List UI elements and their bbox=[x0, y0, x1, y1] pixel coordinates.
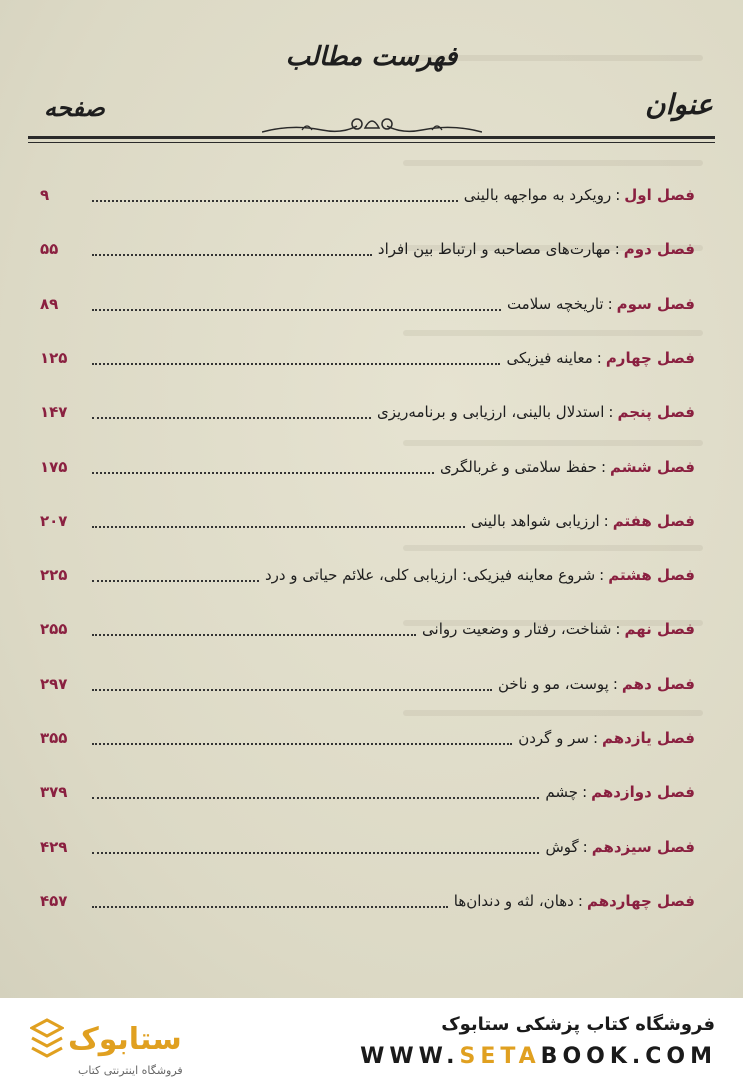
chapter-title: استدلال بالینی، ارزیابی و برنامه‌ریزی bbox=[376, 403, 605, 422]
dot-leader bbox=[92, 252, 372, 256]
dot-leader bbox=[92, 795, 539, 799]
store-name: فروشگاه کتاب پزشکی ستابوک bbox=[441, 1014, 715, 1035]
chapter-separator: : bbox=[592, 729, 599, 747]
book-logo-icon bbox=[30, 1018, 64, 1062]
chapter-title: رویکرد به مواجهه بالینی bbox=[463, 186, 612, 204]
dot-leader bbox=[92, 850, 539, 854]
chapter-label: فصل دهم bbox=[621, 674, 695, 693]
logo-wordmark: ستابوک bbox=[68, 1022, 182, 1057]
page-number: ۴۵۷ bbox=[40, 891, 68, 910]
chapter-title: مهارت‌های مصاحبه و ارتباط بین افراد bbox=[377, 240, 611, 259]
chapter-label: فصل چهاردهم bbox=[586, 891, 695, 910]
chapter-title: حفظ سلامتی و غربالگری bbox=[439, 457, 597, 476]
chapter-title: پوست، مو و ناخن bbox=[498, 674, 609, 693]
chapter-label: فصل اول bbox=[624, 186, 695, 204]
chapter-label: فصل هفتم bbox=[612, 511, 695, 530]
chapter-separator: : bbox=[607, 294, 613, 313]
chapter-label: فصل دوم bbox=[623, 240, 695, 259]
store-footer bbox=[0, 998, 743, 1080]
dot-leader bbox=[92, 904, 448, 908]
dot-leader bbox=[92, 687, 492, 691]
page-number: ۹ bbox=[40, 186, 50, 204]
toc-row[interactable] bbox=[40, 452, 695, 482]
toc-row[interactable] bbox=[40, 560, 695, 590]
toc-row[interactable] bbox=[40, 397, 695, 427]
dot-leader bbox=[92, 524, 465, 528]
page-number: ۱۷۵ bbox=[40, 457, 68, 476]
chapter-title: تاریخچه سلامت bbox=[506, 294, 604, 313]
chapter-separator: : bbox=[603, 511, 609, 530]
page-number: ۲۰۷ bbox=[40, 511, 68, 530]
chapter-label: فصل ششم bbox=[610, 457, 695, 476]
chapter-separator: : bbox=[614, 240, 620, 259]
chapter-title: دهان، لثه و دندان‌ها bbox=[453, 891, 574, 910]
chapter-separator: : bbox=[577, 891, 583, 910]
toc-row[interactable] bbox=[40, 886, 695, 916]
page-number: ۲۲۵ bbox=[40, 566, 68, 585]
header-rule bbox=[28, 136, 715, 139]
chapter-title: شناخت، رفتار و وضعیت روانی bbox=[422, 620, 612, 639]
chapter-separator: : bbox=[612, 674, 618, 693]
chapter-title: چشم bbox=[545, 783, 579, 802]
chapter-title: شروع معاینه فیزیکی: ارزیابی کلی، علائم حیاتی و درد bbox=[264, 566, 596, 585]
chapter-title: معاینه فیزیکی bbox=[506, 348, 593, 367]
chapter-title: سر و گردن bbox=[518, 729, 589, 747]
page-number: ۴۲۹ bbox=[40, 837, 68, 856]
dot-leader bbox=[92, 578, 259, 582]
store-logo bbox=[30, 1012, 290, 1077]
header-rule-thin bbox=[28, 142, 715, 143]
toc-row[interactable] bbox=[40, 614, 695, 644]
dot-leader bbox=[92, 198, 458, 202]
chapter-label: فصل چهارم bbox=[605, 348, 695, 367]
page-title: فهرست مطالب bbox=[285, 42, 458, 72]
toc-row[interactable] bbox=[40, 343, 695, 373]
chapter-label: فصل دوازدهم bbox=[591, 783, 695, 802]
toc-row[interactable] bbox=[40, 506, 695, 536]
page-number: ۱۲۵ bbox=[40, 348, 68, 367]
chapter-label: فصل یازدهم bbox=[602, 729, 695, 747]
chapter-separator: : bbox=[582, 783, 588, 802]
chapter-separator: : bbox=[582, 837, 588, 856]
toc-row[interactable] bbox=[40, 669, 695, 699]
dot-leader bbox=[92, 415, 371, 419]
toc-row[interactable] bbox=[40, 234, 695, 264]
page-column-header: صفحه bbox=[44, 93, 105, 122]
page-number: ۵۵ bbox=[40, 240, 59, 259]
store-url[interactable]: WWW.SETABOOK.COM bbox=[360, 1044, 717, 1069]
dot-leader bbox=[92, 470, 434, 474]
chapter-separator: : bbox=[615, 620, 621, 639]
page-number: ۲۹۷ bbox=[40, 674, 68, 693]
dot-leader bbox=[92, 307, 501, 311]
toc-row[interactable] bbox=[40, 832, 695, 862]
toc-row[interactable] bbox=[40, 180, 695, 210]
chapter-label: فصل سوم bbox=[616, 294, 695, 313]
page-number: ۳۷۹ bbox=[40, 783, 68, 802]
chapter-separator: : bbox=[608, 403, 614, 422]
page-number: ۸۹ bbox=[40, 294, 59, 313]
logo-subtitle: فروشگاه اینترنتی کتاب bbox=[78, 1064, 183, 1077]
chapter-title: ارزیابی شواهد بالینی bbox=[470, 511, 600, 530]
toc-row[interactable] bbox=[40, 777, 695, 807]
chapter-label: فصل نهم bbox=[624, 620, 695, 639]
dot-leader bbox=[92, 632, 416, 636]
chapter-separator: : bbox=[599, 566, 605, 585]
page-number: ۱۴۷ bbox=[40, 403, 68, 422]
dot-leader bbox=[92, 361, 500, 365]
chapter-separator: : bbox=[596, 348, 602, 367]
chapter-separator: : bbox=[615, 186, 621, 204]
toc-row[interactable] bbox=[40, 723, 695, 753]
chapter-label: فصل پنجم bbox=[617, 403, 695, 422]
dot-leader bbox=[92, 741, 512, 745]
chapter-separator: : bbox=[600, 457, 606, 476]
toc-row[interactable] bbox=[40, 289, 695, 319]
chapter-label: فصل هشتم bbox=[608, 566, 695, 585]
page-number: ۲۵۵ bbox=[40, 620, 68, 639]
ornament-divider-icon bbox=[262, 110, 482, 138]
chapter-title: گوش bbox=[545, 837, 579, 856]
title-column-header: عنوان bbox=[645, 88, 713, 121]
page-number: ۳۵۵ bbox=[40, 729, 68, 747]
chapter-label: فصل سیزدهم bbox=[591, 837, 695, 856]
